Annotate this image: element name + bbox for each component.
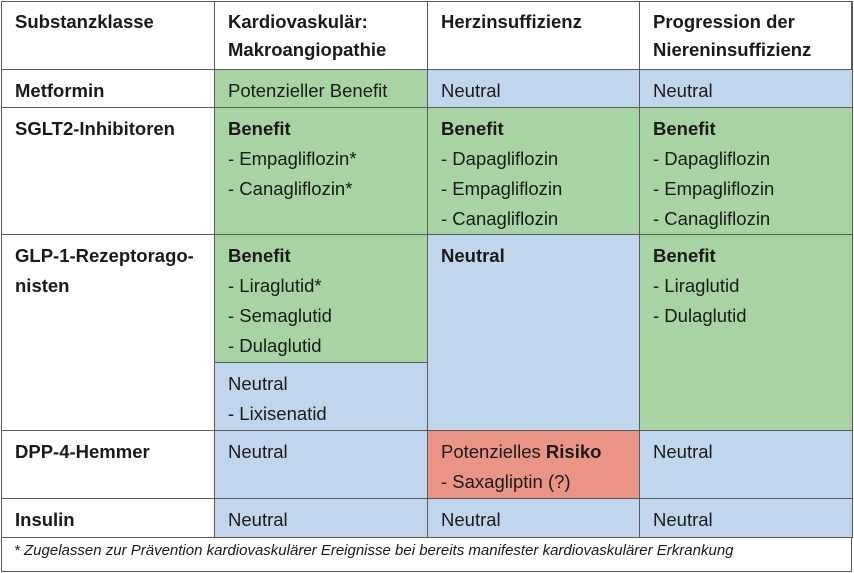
list-item: - Canagliflozin* <box>228 178 353 199</box>
row-label-sglt2: SGLT2-Inhibitoren <box>2 108 215 235</box>
list-item: - Dapagliflozin <box>441 148 559 169</box>
list-item: - Empagliflozin <box>441 178 563 199</box>
row-label-dpp4: DPP-4-Hemmer <box>2 431 215 499</box>
substance-class-table <box>1 1 853 538</box>
row-label-metformin: Metformin <box>2 70 215 108</box>
cell-sglt2-hf <box>428 108 640 235</box>
cell-dpp4-hf <box>428 431 640 499</box>
cell-insulin-cv: Neutral <box>215 499 428 538</box>
cell-dpp4-kidney: Neutral <box>640 431 853 499</box>
cell-insulin-kidney: Neutral <box>640 499 853 538</box>
row-label-insulin: Insulin <box>2 499 215 538</box>
header-cardiovascular <box>215 2 428 70</box>
row-label-glp1-line1: GLP-1-Rezeptorago- <box>15 245 194 266</box>
table-row-dpp4 <box>2 431 853 499</box>
risk-prefix: Potenzielles <box>441 441 546 462</box>
list-item: - Lixisenatid <box>228 403 327 424</box>
cell-glp1-cv-neutral <box>215 363 428 431</box>
table-row-glp1 <box>2 235 853 363</box>
header-kidney-line2: Niereninsuffizienz <box>653 39 812 60</box>
risk-label: Risiko <box>545 441 602 462</box>
list-item: - Saxagliptin (?) <box>441 471 571 492</box>
table-row-metformin <box>2 70 853 108</box>
cell-glp1-cv-benefit <box>215 235 428 363</box>
cell-metformin-hf: Neutral <box>428 70 640 108</box>
footnote: * Zugelassen zur Prävention kardiovaskulärer Ereignisse bei bereits manifester kardiovaskulärer Erkrankung <box>14 542 734 559</box>
list-item: - Canagliflozin <box>653 208 771 229</box>
row-label-glp1 <box>2 235 215 431</box>
cell-sglt2-kidney <box>640 108 853 235</box>
cell-sglt2-cv-head: Benefit <box>228 118 291 139</box>
cell-glp1-hf-head: Neutral <box>441 245 505 266</box>
cell-glp1-kidney-head: Benefit <box>653 245 716 266</box>
cell-sglt2-cv <box>215 108 428 235</box>
list-item: - Empagliflozin* <box>228 148 357 169</box>
list-item: - Dulaglutid <box>653 305 747 326</box>
cell-insulin-hf: Neutral <box>428 499 640 538</box>
cell-sglt2-hf-head: Benefit <box>441 118 504 139</box>
header-cardiovascular-line1: Kardiovaskulär: <box>228 11 368 32</box>
header-heart-failure: Herzinsuffizienz <box>428 2 640 70</box>
cell-glp1-kidney <box>640 235 853 431</box>
cell-metformin-cv: Potenzieller Benefit <box>215 70 428 108</box>
list-item: - Liraglutid <box>653 275 740 296</box>
header-kidney <box>640 2 853 70</box>
cell-metformin-kidney: Neutral <box>640 70 853 108</box>
table-row-insulin <box>2 499 853 538</box>
header-cardiovascular-line2: Makroangiopathie <box>228 39 387 60</box>
cell-sglt2-kidney-head: Benefit <box>653 118 716 139</box>
row-label-glp1-line2: nisten <box>15 275 70 296</box>
list-item: - Dulaglutid <box>228 335 322 356</box>
header-row <box>2 2 853 70</box>
list-item: - Empagliflozin <box>653 178 775 199</box>
table-row-sglt2 <box>2 108 853 235</box>
list-item: - Semaglutid <box>228 305 332 326</box>
cell-glp1-cv-head: Benefit <box>228 245 291 266</box>
cell-dpp4-cv: Neutral <box>215 431 428 499</box>
header-substance-class: Substanzklasse <box>2 2 215 70</box>
list-item: - Liraglutid* <box>228 275 322 296</box>
cell-dpp4-hf-head <box>441 437 626 467</box>
header-kidney-line1: Progression der <box>653 11 795 32</box>
list-item: - Dapagliflozin <box>653 148 771 169</box>
cell-glp1-hf <box>428 235 640 431</box>
cell-glp1-cv2-head: Neutral <box>228 373 288 394</box>
list-item: - Canagliflozin <box>441 208 559 229</box>
